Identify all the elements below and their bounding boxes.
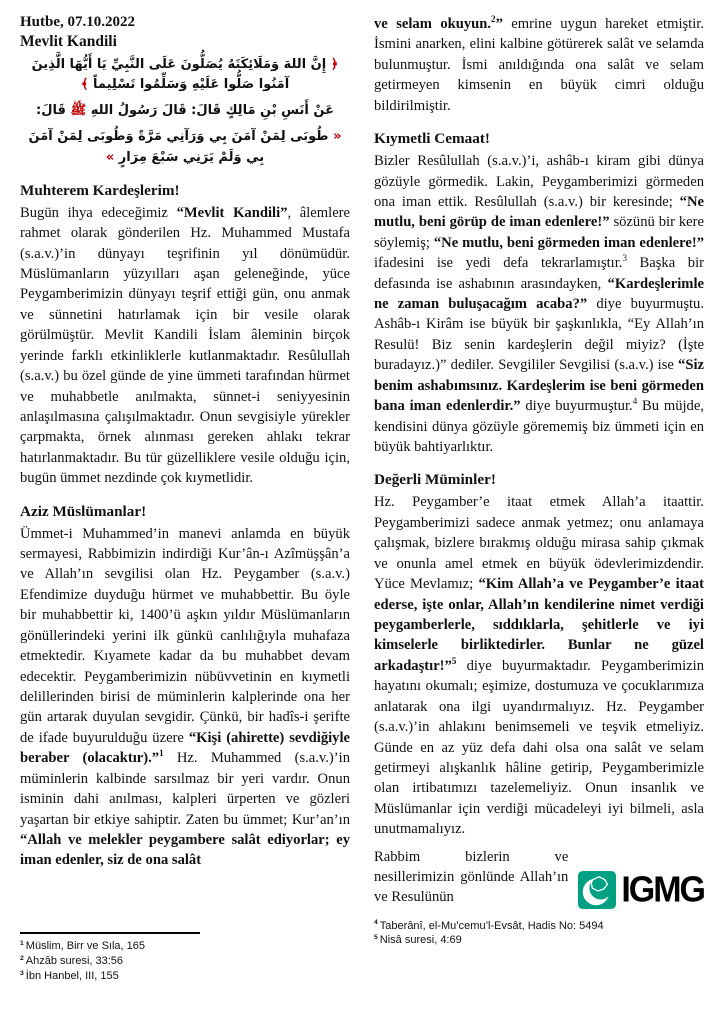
- arabic-hadith: [20, 127, 350, 167]
- narration-pre: عَنْ أَنَسِ بْنِ مَالِكٍ قَالَ: قَالَ رَسُولُ اللهِ: [90, 103, 334, 119]
- paragraph-ummet-muhabbet: Ümmet-i Muhammed’in manevi anlamda en büyük sermayesi, Rabbimizin indirdiği Kur’ân-ı Azîmüşşân’a ve Allah’ın sevgilisi olan Hz. Peygamber (s.a.v.) Efendimize duyduğu hürmet ve muhabbettir. Bu öyle bir muhabbettir ki, 1400’ü aşkın yıldır Müslümanların gönüllerindeki yerini ilk günkü canlılığıyla muhafaza etmektedir. Kıyamete kadar da bu muhabbet devam edecektir. Peygamberimizin nübüvvetinin en kıymetli delillerinden birisi de müminlerin kalplerinde ona her gün artarak duyulan sevgidir. Çünkü, bir hadîs-i şerifte de ifade buyurulduğu üzere “Kişi (ahirette) sevdiğiyle beraber (olacaktır).”$^1$ Hz. Muhammed (s.a.v.)’in müminlerin kalbinde sarsılmaz bir yeri vardır. Onun isminin dahi anılması, kalpleri ürperten ve gözleri yaşartan bir etkiye sahiptir. Zaten bu ümmet; Kur’an’ın “Allah ve melekler peygambere salât ediyorlar; ey iman edenler, siz de ona salât: [20, 525, 350, 869]
- footnote-5-text: Nisâ suresi, 4:69: [379, 934, 462, 947]
- document-title: Mevlit Kandili: [20, 33, 117, 50]
- footnote-4: [374, 919, 704, 934]
- saw-symbol: ﷺ: [70, 103, 87, 119]
- footnote-3-text: İbn Hanbel, III, 155: [25, 970, 119, 983]
- arabic-narration: [20, 101, 350, 121]
- footnotes-right: [374, 919, 704, 949]
- section-heading-muhterem-kardeslerim: Muhterem Kardeşlerim!: [20, 181, 180, 199]
- hadith-text: طُوبَى لِمَنْ آمَنَ بِي وَرَآنِي مَرَّةً وَطُوبَى لِمَنْ آمَنَ بِي وَلَمْ يَرَنِي سَبْعَ مِرَارٍ: [28, 129, 329, 165]
- footnote-2-text: Ahzâb suresi, 33:56: [25, 955, 124, 968]
- footnote-divider: [20, 932, 200, 934]
- footnotes-left: [20, 932, 350, 1012]
- left-column: [20, 14, 350, 1012]
- igmg-crescent-icon: [578, 871, 616, 909]
- verse-open-ornament: ﴿: [330, 57, 339, 72]
- footnote-1: [20, 939, 350, 954]
- paragraph-closing-dua: Rabbim bizlerin ve nesillerimizin gönlünde Allah’ın ve Resulünün: [374, 848, 569, 906]
- section-heading-aziz-muslumanlar: Aziz Müslümanlar!: [20, 502, 147, 520]
- paragraph-continuation-salat-selam: ve selam okuyun.$^2$” emrine uygun hareket etmiştir. İsmini anarken, elini kalbine götürerek salât ve selamda bulunmuştur. İsmi anıldığında ona salât ve selam getirmeyen kimsenin en büyük cimri olduğu bildirilmiştir.: [374, 14, 704, 114]
- footnote-1-number: 1: [20, 939, 24, 947]
- footnote-5-number: 5: [374, 933, 378, 941]
- footnote-3-number: 3: [20, 969, 24, 977]
- verse-close-ornament: ﴾: [80, 77, 89, 93]
- paragraph-itaat-odev: Hz. Peygamber’e itaat etmek Allah’a itaattir. Peygamberimizi sadece anmak yetmez; onu anlamaya çalışmak, bizlere bırakmış olduğu mirasa sahip çıkmak ve onunla amel etmek en büyük ödevlerimizdendir. Yüce Mevlamız; “Kim Allah’a ve Peygamber’e itaat ederse, işte onlar, Allah’ın kendilerine nimet verdiği peygamberlerle, sıddıklarla, şehitlerle ve iyi kimselerle birliktedirler. Bunlar ne güzel arkadaştır!”$^5$ diye buyurmaktadır. Peygamberimizin hayatını okumalı; eşimize, dostumuza ve çocuklarımıza anlatarak ona ilgi uyandırmalıyız. Hz. Peygamber (s.a.v.)’in ahlakını benimsemeli ve teşvik etmeliyiz. Günde en az yüz defa dahi olsa ona salât ve selam getirmeyi alışkanlık hâline getirip, Peygamberimizle olan irtibatımızı tazelemeliyiz. Onun insanlık ve Müslümanlar için verdiği mücadeleyi iyi bilmeli, asla unutmamalıyız.: [374, 494, 704, 838]
- footnote-4-text: Taberânî, el-Mu’cemu’l-Evsât, Hadis No: 5494: [379, 919, 604, 932]
- igmg-logo: [578, 871, 704, 909]
- closing-block: [374, 847, 704, 909]
- section-heading-degerli-muminler: Değerli Müminler!: [374, 471, 496, 489]
- verse-text: إِنَّ اللهَ وَمَلَائِكَتَهُ يُصَلُّونَ عَلَى النَّبِيِّ يَا أَيُّهَا الَّذِينَ آمَنُوا صَلُّوا عَلَيْهِ وَسَلِّمُوا تَسْلِيماً: [31, 57, 327, 93]
- footnote-3: [20, 969, 350, 984]
- hadith-open-quote: «: [333, 129, 342, 145]
- footnote-4-number: 4: [374, 918, 378, 926]
- igmg-logo-text: IGMG: [621, 869, 704, 910]
- paragraph-mevlit-kandili: Bugün ihya edeceğimiz “Mevlit Kandili”, âlemlere rahmet olarak gönderilen Hz. Muhammed Mustafa (s.a.v.)’in dünyayı teşrifinin yıl dönümüdür. Müslümanların yüzyılları aşan geleneğinde, yüce Peygamberimizin dünyayı teşrif ettiği gün, onu anmak ve sünnetini hatırlamak için bir vesile olarak görülmüştür. Mevlit Kandili İslam âleminin birçok yerinde farklı etkinliklerle kutlanmaktadır. Resûlullah (s.a.v.) bu özel günde de yine ümmeti tarafından hürmet ve muhabbetle anılmakta, sünnet-i seniyyesinin anlaşılmasına çalışılmaktadır. Onun sevgisiyle yürekler çarpmakta, örnek alınması gereken ahlakı tekrar hatırlanmaktadır. Bu tür güzelliklere vesile olduğu için, bugün ümmet nezdinde çok kıymetlidir.: [20, 204, 351, 487]
- footnote-2-number: 2: [20, 954, 24, 962]
- arabic-verse: [20, 55, 350, 95]
- narration-post: قَالَ:: [36, 103, 66, 119]
- section-heading-kiymetli-cemaat: Kıymetli Cemaat!: [374, 130, 490, 148]
- hadith-close-quote: »: [105, 149, 115, 165]
- right-column: [374, 14, 704, 1012]
- document-date: Hutbe, 07.10.2022: [20, 14, 136, 30]
- footnote-5: [374, 933, 704, 948]
- footnote-1-text: Müslim, Birr ve Sıla, 165: [25, 940, 145, 953]
- two-column-layout: [20, 14, 704, 1012]
- footnote-2: [20, 954, 350, 969]
- paragraph-ashab-kiram: Bizler Resûlullah (s.a.v.)’i, ashâb-ı kiram gibi dünya gözüyle görmedik. Lakin, Peygamberimizi görmeden ona iman ettik. Resûlullah (s.a.v.) bir keresinde; “Ne mutlu, beni görüp de iman edenlere!” sözünü bir kere söylemiş; “Ne mutlu, beni görmeden iman edenlere!” ifadesini ise yedi defa tekrarlamıştır.$^3$ Başka bir defasında ise ashabının arasındayken, “Kardeşlerimle ne zaman buluşacağım acaba?” diye buyurmuştu. Ashâb-ı Kirâm ise büyük bir şaşkınlıkla, “Ey Allah’ın Resulü! Biz senin kardeşlerin değil miyiz? (İşte buradayız.)” dediler. Sevgililer Sevgilisi (s.a.v.) ise “Siz benim ashabımsınız. Kardeşlerim ise beni görmeden bana iman edenlerdir.” diye buyurmuştur.$^4$ Bu müjde, kendisini dünya gözüyle görememiş biz ümmeti için en büyük bahtiyarlıktır.: [374, 153, 705, 456]
